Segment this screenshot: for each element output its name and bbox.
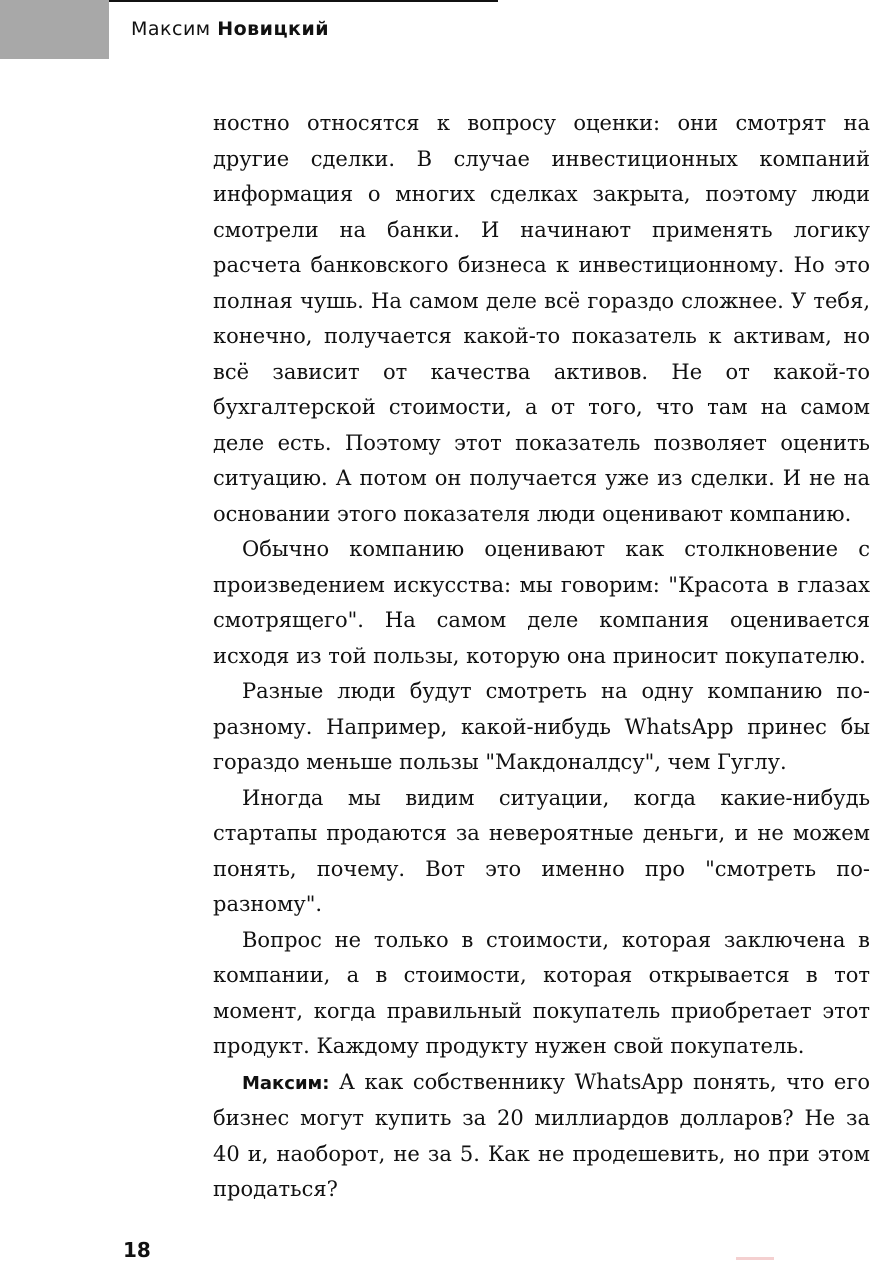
author-last-name: Новицкий	[217, 18, 330, 40]
header-gray-block	[0, 0, 109, 59]
speaker-label: Максим:	[242, 1072, 330, 1094]
page-body	[213, 106, 870, 1208]
running-header-author	[131, 18, 329, 40]
corner-mark	[736, 1257, 774, 1260]
author-first-name: Максим	[131, 18, 211, 40]
paragraph: Разные люди будут смотреть на одну компанию по-разному. Например, какой-нибудь WhatsApp принес бы гораздо меньше пользы "Макдоналдсу", чем Гуглу.	[213, 679, 870, 774]
page-number: 18	[123, 1238, 151, 1262]
header-rule	[109, 0, 498, 2]
question-text: А как собственнику WhatsApp понять, что его бизнес могут купить за 20 миллиардов долларов? Не за 40 и, наоборот, не за 5. Как не продешевить, но при этом продаться?	[213, 1069, 870, 1201]
paragraph: Вопрос не только в стоимости, которая заключена в компании, а в стоимости, которая открывается в тот момент, когда правильный покупатель приобретает этот продукт. Каждому продукту нужен свой покупатель.	[213, 927, 870, 1058]
paragraph: Иногда мы видим ситуации, когда какие-нибудь стартапы продаются за невероятные деньги, и не можем понять, почему. Вот это именно про "смотреть по-разному".	[213, 785, 870, 916]
paragraph: Обычно компанию оценивают как столкновение с произведением искусства: мы говорим: "Красота в глазах смотрящего". На самом деле компания оценивается исходя из той пользы, которую она приносит покупателю.	[213, 537, 870, 668]
question-paragraph	[213, 1065, 870, 1208]
paragraph-continued: ностно относятся к вопросу оценки: они смотрят на другие сделки. В случае инвестиционных компаний информация о многих сделках закрыта, поэтому люди смотрели на банки. И начинают применять логику расчета банковского бизнеса к инвестиционному. Но это полная чушь. На самом деле всё гораздо сложнее. У тебя, конечно, получается какой-то показатель к активам, но всё зависит от качества активов. Не от какой-то бухгалтерской стоимости, а от того, что там на самом деле есть. Поэтому этот показатель позволяет оценить ситуацию. А потом он получается уже из сделки. И не на основании этого показателя люди оценивают компанию.	[213, 111, 870, 526]
